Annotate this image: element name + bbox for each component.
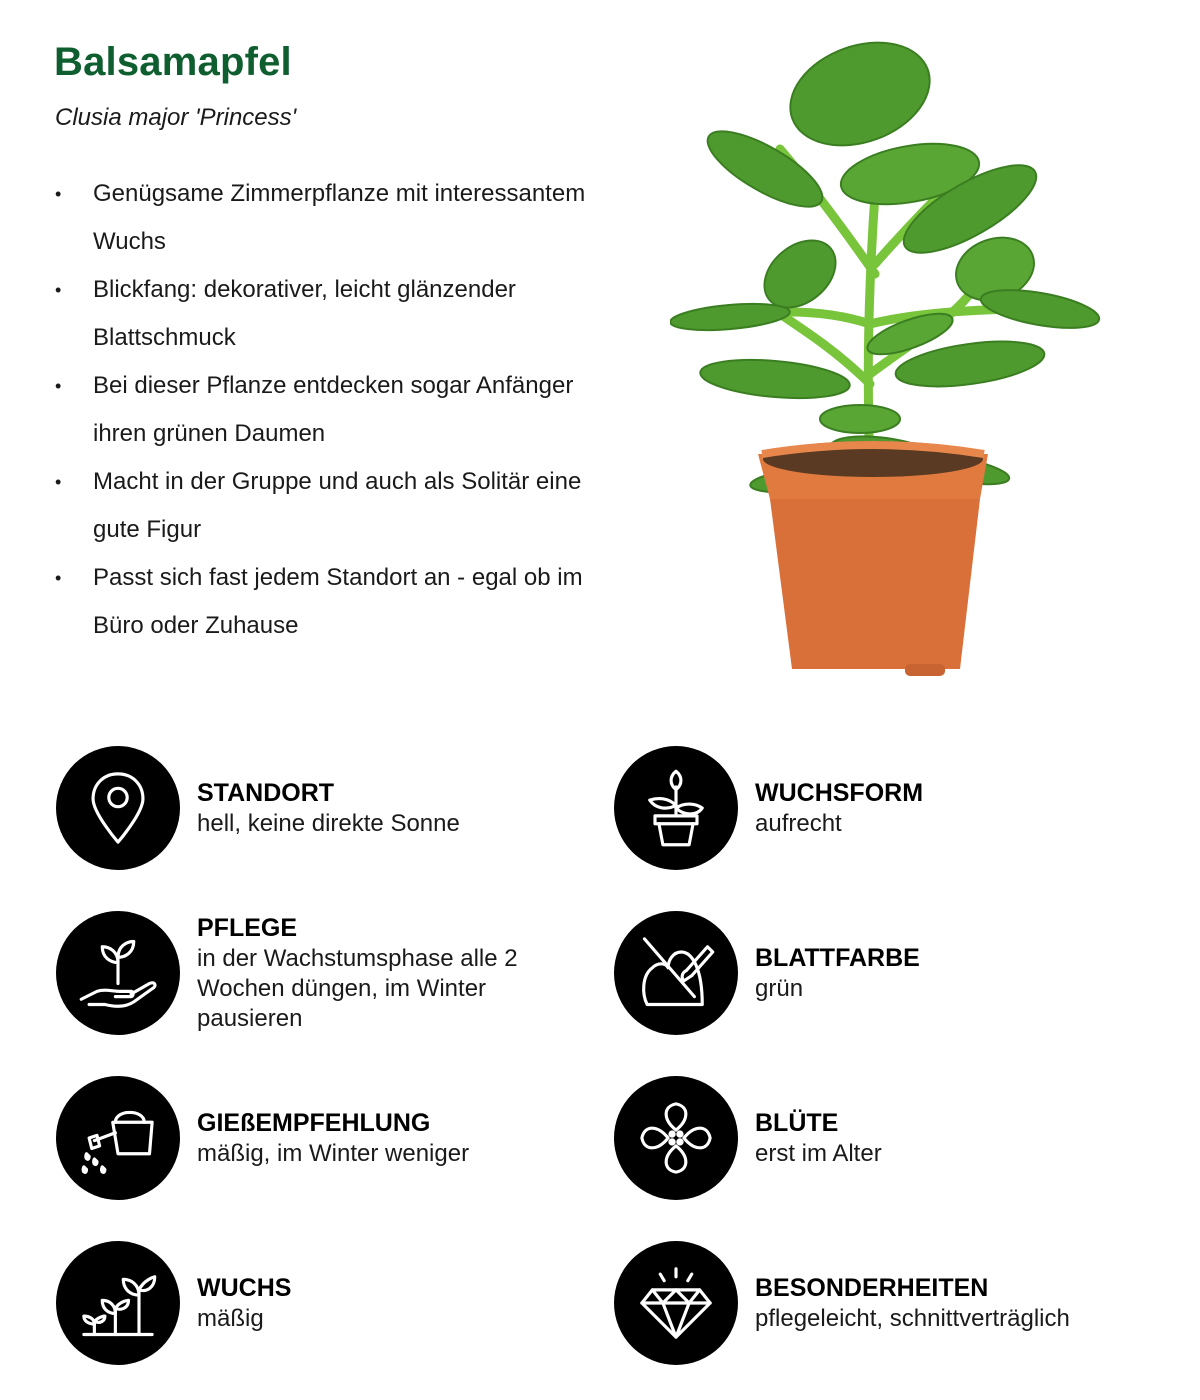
bullet-item: • Blickfang: dekorativer, leicht glänzender Blattschmuck [55, 266, 615, 362]
feature-label: WUCHSFORM [755, 779, 924, 807]
feature-giessempfehlung [56, 1076, 596, 1200]
feature-label: STANDORT [197, 779, 335, 807]
feature-value: mäßig, im Winter weniger [197, 1140, 470, 1167]
flower-icon [614, 1076, 738, 1200]
botanical-name: Clusia major 'Princess' [55, 104, 297, 131]
feature-value: grün [755, 975, 804, 1002]
feature-value: hell, keine direkte Sonne [197, 810, 460, 837]
bullet-item: • Macht in der Gruppe und auch als Solitär eine gute Figur [55, 458, 615, 554]
feature-value: aufrecht [755, 810, 842, 837]
feature-label: PFLEGE [197, 914, 298, 942]
feature-bullet-list [55, 170, 615, 650]
potted-plant-icon [614, 746, 738, 870]
feature-pflege [56, 911, 596, 1035]
feature-label: WUCHS [197, 1274, 292, 1302]
bullet-item: • Passt sich fast jedem Standort an - egal ob im Büro oder Zuhause [55, 554, 615, 650]
leaf-brush-icon [614, 911, 738, 1035]
product-title: Balsamapfel [54, 40, 292, 84]
feature-value: erst im Alter [755, 1140, 882, 1167]
feature-wuchsform [614, 746, 1154, 870]
location-pin-icon [56, 746, 180, 870]
feature-label: BLÜTE [755, 1109, 839, 1137]
hand-sprout-icon [56, 911, 180, 1035]
feature-wuchs [56, 1241, 596, 1365]
bullet-item: • Bei dieser Pflanze entdecken sogar Anfänger ihren grünen Daumen [55, 362, 615, 458]
feature-bluete [614, 1076, 1154, 1200]
feature-value: in der Wachstumsphase alle 2 Wochen düngen, im Winter pausieren [197, 945, 518, 1032]
feature-besonderheiten [614, 1241, 1154, 1365]
feature-blattfarbe [614, 911, 1154, 1035]
plant-image [670, 24, 1120, 694]
seedlings-growth-icon [56, 1241, 180, 1365]
feature-label: GIEßEMPFEHLUNG [197, 1109, 431, 1137]
watering-can-icon [56, 1076, 180, 1200]
bullet-item: • Genügsame Zimmerpflanze mit interessantem Wuchs [55, 170, 615, 266]
feature-value: pflegeleicht, schnittverträglich [755, 1305, 1070, 1332]
diamond-icon [614, 1241, 738, 1365]
feature-value: mäßig [197, 1305, 264, 1332]
feature-standort [56, 746, 596, 870]
feature-label: BLATTFARBE [755, 944, 920, 972]
feature-label: BESONDERHEITEN [755, 1274, 989, 1302]
